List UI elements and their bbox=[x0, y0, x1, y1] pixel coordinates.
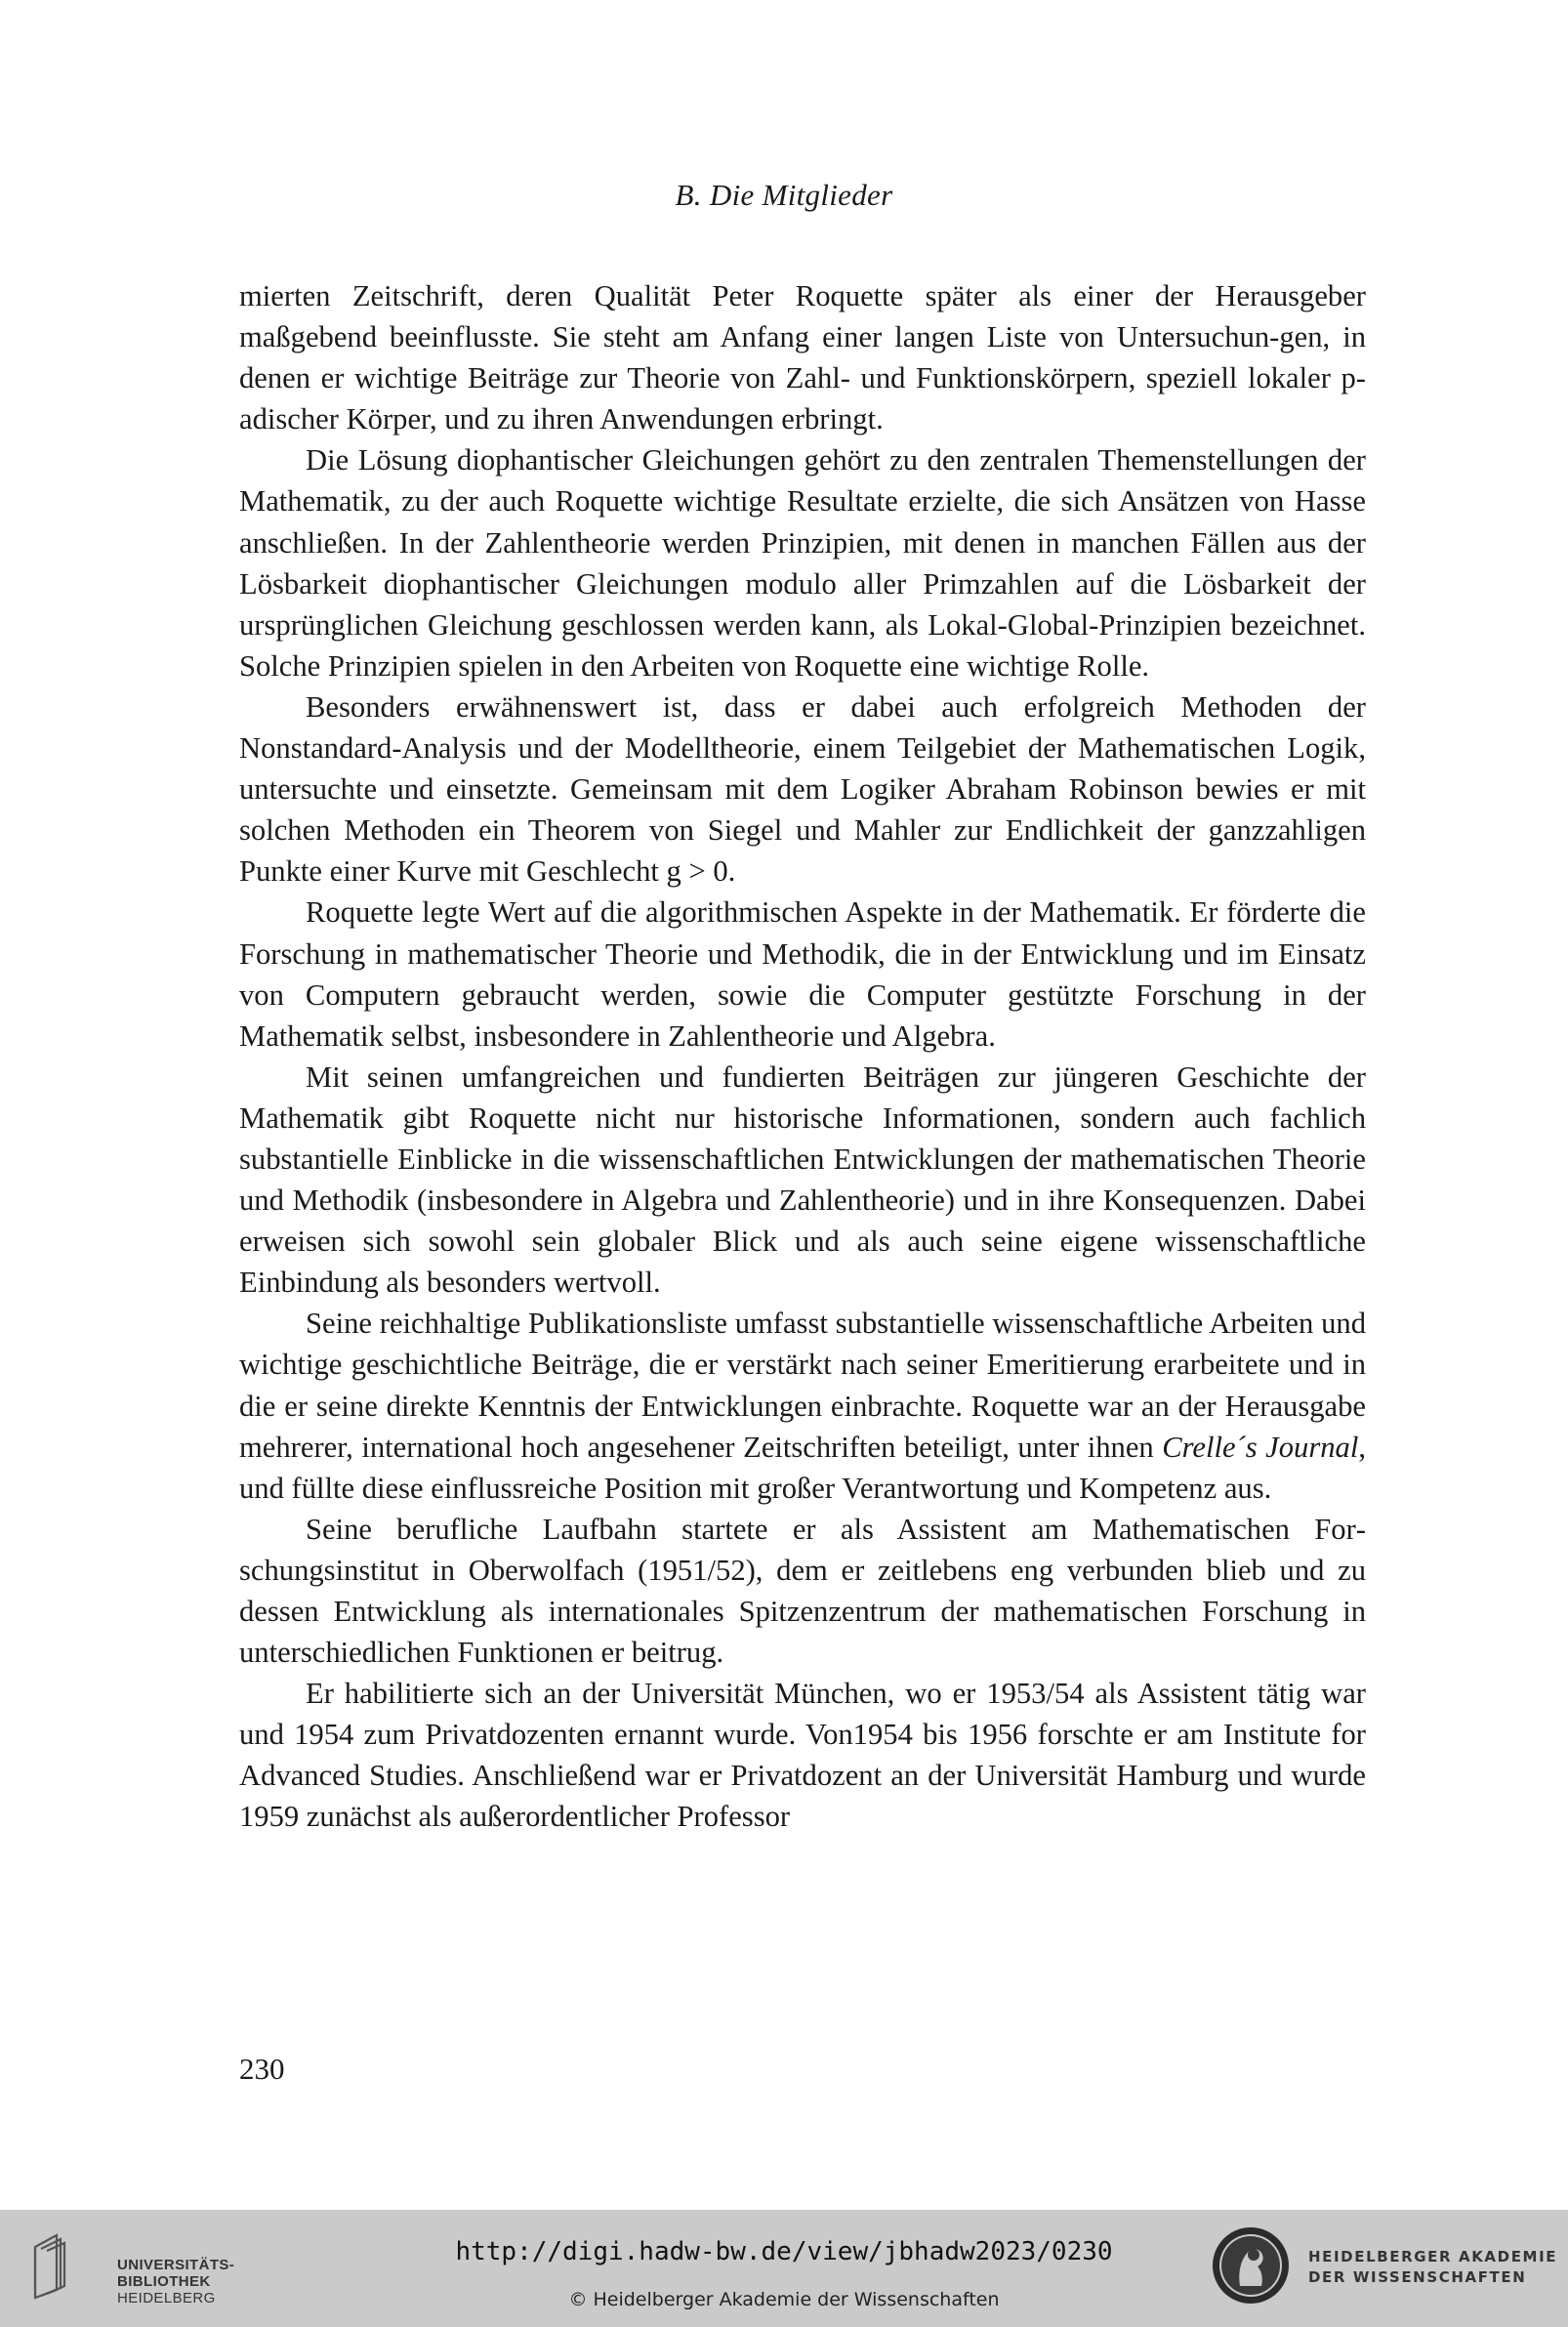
paragraph-6-text-before: Seine reichhaltige Publikationsliste umfasst substantielle wissenschaftliche Arbeiten und wichtige geschichtliche Beiträge, die er verstärkt nach seiner Emeritierung erarbeitete und in die er seine direkte Kenntnis der Entwicklungen einbrachte. Roquette war an der Herausgabe mehrerer, international hoch angesehener Zeitschriften beteiligt, unter ihnen bbox=[239, 1307, 1366, 1464]
paragraph-2: Die Lösung diophantischer Gleichungen gehört zu den zentralen Themenstellungen der Mathematik, zu der auch Roquette wichtige Resultate erzielte, die sich Ansätzen von Hasse anschließen. In der Zahlentheorie werden Prinzipien, mit denen in manchen Fällen aus der Lösbarkeit diophantischer Gleichungen modulo aller Primzahlen auf die Lösbarkeit der ursprünglichen Gleichung geschlossen werden kann, als Lokal-Global-Prinzipien bezeichnet. Solche Prinzipien spielen in den Arbeiten von Roquette eine wichtige Rolle. bbox=[239, 443, 1366, 683]
journal-title: Crelle´s Journal bbox=[1162, 1430, 1359, 1464]
academy-name-line-1: HEIDELBERGER AKADEMIE bbox=[1308, 2248, 1558, 2265]
academy-seal-icon[interactable] bbox=[1211, 2225, 1291, 2306]
paragraph-3: Besonders erwähnenswert ist, dass er dabei auch erfolgreich Methoden der Nonstandard-Analysis und der Modelltheorie, einem Teilgebiet der Mathematischen Logik, untersuchte und einsetzte. Gemeinsam mit dem Logiker Abraham Robinson bewies er mit solchen Methoden ein Theorem von Siegel und Mahler zur Endlichkeit der ganzzahligen Punkte einer Kurve mit Geschlecht g > 0. bbox=[239, 689, 1366, 889]
copyright-notice: © Heidelberger Akademie der Wissenschaften bbox=[568, 2289, 1000, 2310]
academy-name-line-2: DER WISSENSCHAFTEN bbox=[1308, 2268, 1527, 2286]
paragraph-6 bbox=[239, 1303, 1366, 1508]
footer-bar bbox=[0, 2210, 1568, 2327]
running-head: B. Die Mitglieder bbox=[675, 178, 893, 212]
library-name-line-1: UNIVERSITÄTS- bbox=[117, 2257, 235, 2273]
permalink-url[interactable]: http://digi.hadw-bw.de/view/jbhadw2023/0230 bbox=[455, 2237, 1113, 2266]
library-name-line-3: HEIDELBERG bbox=[117, 2290, 216, 2306]
body-text bbox=[239, 275, 1366, 1838]
paragraph-6-text-after: , und füllte diese einflussreiche Position mit großer Verantwortung und Kompetenz aus. bbox=[239, 1430, 1367, 1505]
academy-name bbox=[1308, 2247, 1557, 2288]
paragraph-8: Er habilitierte sich an der Universität München, wo er 1953/54 als Assistent tätig war und 1954 zum Privatdozenten ernannt wurde. Von1954 bis 1956 forschte er am Institute for Advanced Studies. Anschließend war er Privatdozent an der Universität Hamburg und wurde 1959 zunächst als außerordentlicher Professor bbox=[239, 1677, 1366, 1834]
paragraph-5: Mit seinen umfangreichen und fundierten Beiträgen zur jüngeren Geschichte der Mathematik gibt Roquette nicht nur historische Informationen, sondern auch fachlich substantielle Einblicke in die wissenschaftlichen Entwicklungen der mathematischen Theorie und Methodik (insbesondere in Algebra und Zahlentheorie) und in ihre Konsequenzen. Dabei erweisen sich sowohl sein globaler Blick und als auch seine eigene wissenschaftliche Einbindung als besonders wertvoll. bbox=[239, 1060, 1366, 1300]
library-name-line-2: BIBLIOTHEK bbox=[117, 2273, 211, 2290]
paragraph-4: Roquette legte Wert auf die algorithmischen Aspekte in der Mathematik. Er förderte die Forschung in mathematischer Theorie und Methodik, die in der Entwicklung und im Einsatz von Computern gebraucht werden, sowie die Computer gestützte Forschung in der Mathematik selbst, insbesondere in Zahlentheorie und Algebra. bbox=[239, 895, 1366, 1053]
paragraph-1: mierten Zeitschrift, deren Qualität Peter Roquette später als einer der Herausgeber maßgebend beeinflusste. Sie steht am Anfang einer langen Liste von Untersuchun-gen, in denen er wichtige Beiträge zur Theorie von Zahl- und Funktionskörpern, speziell lokaler p-adischer Körper, und zu ihren Anwendungen erbringt. bbox=[239, 279, 1366, 436]
paragraph-7: Seine berufliche Laufbahn startete er als Assistent am Mathematischen Forschungsinstitut in Oberwolfach (1951/52), dem er zeitlebens eng verbunden blieb und zu dessen Entwicklung als internationales Spitzenzentrum der mathematischen Forschung in unterschiedlichen Funktionen er beitrug. bbox=[239, 1512, 1366, 1670]
page-number: 230 bbox=[239, 2052, 285, 2086]
